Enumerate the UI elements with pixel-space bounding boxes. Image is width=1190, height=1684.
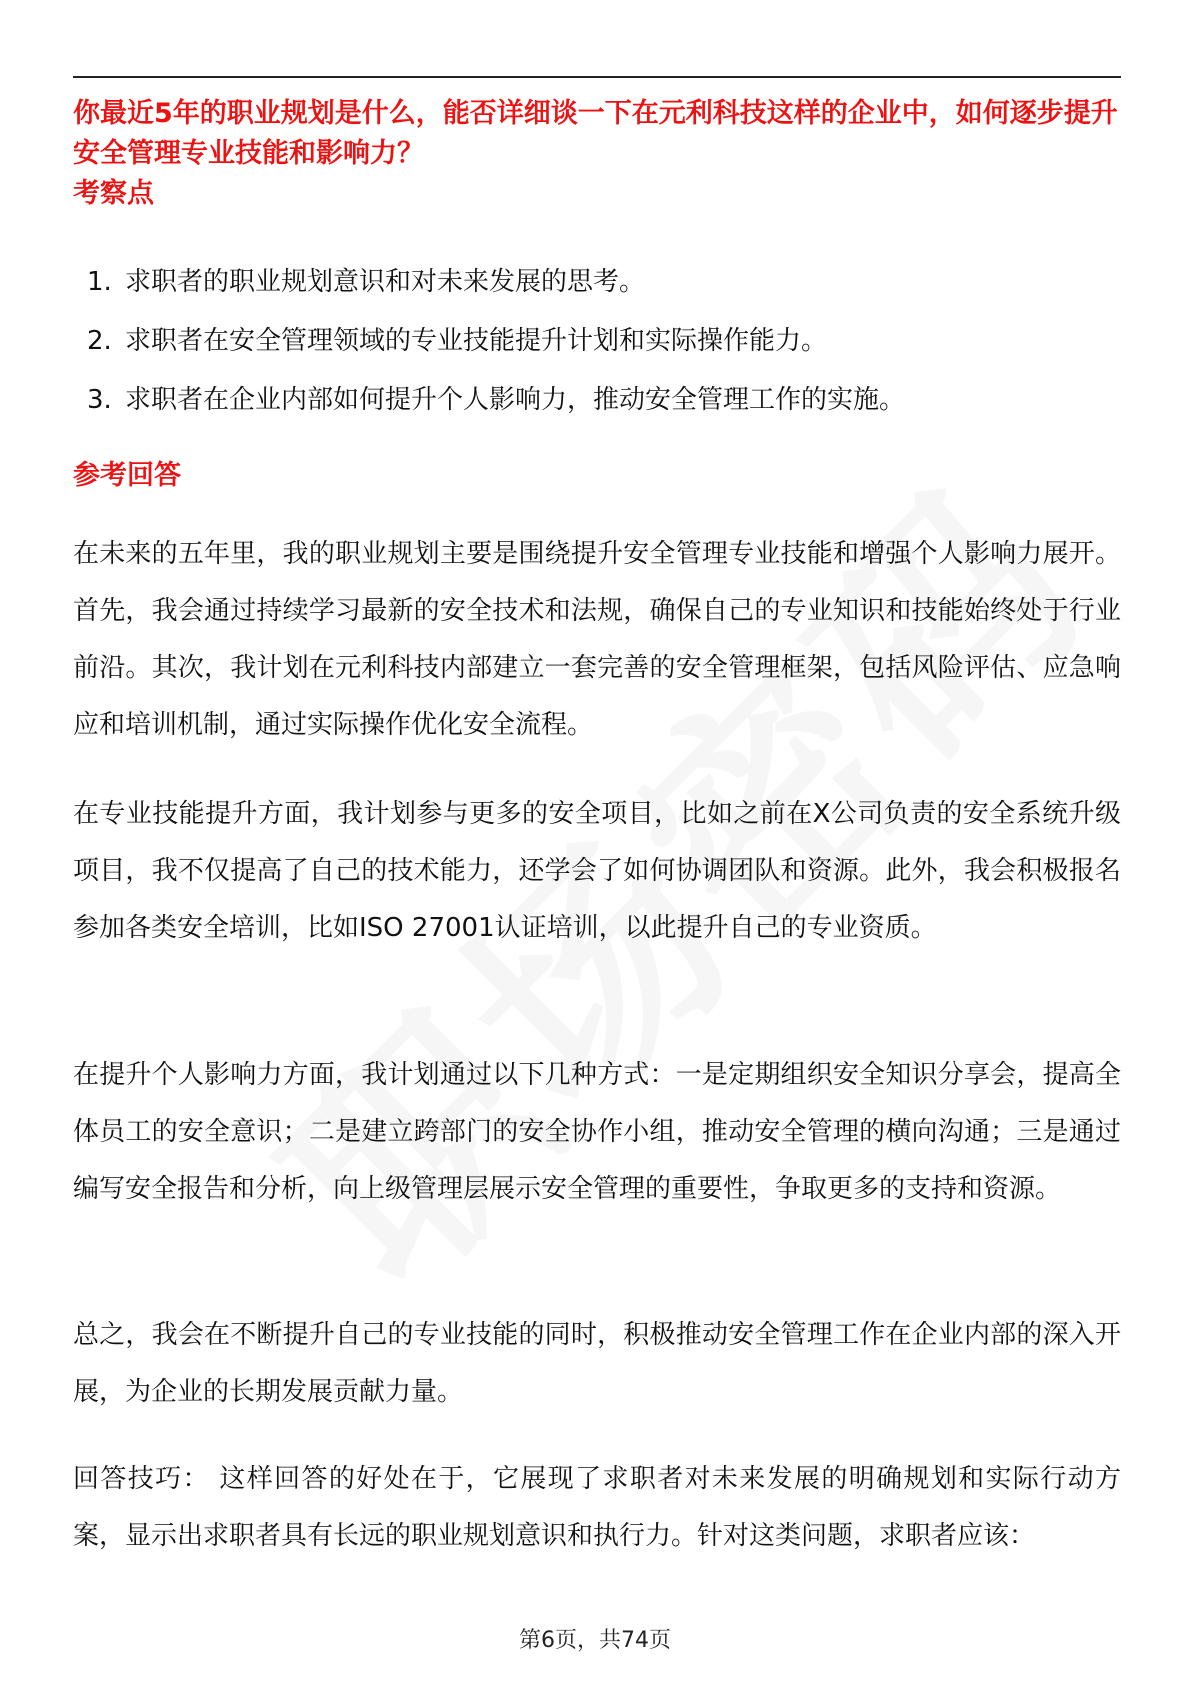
list-item-text: 求职者在安全管理领域的专业技能提升计划和实际操作能力。 [125,326,828,356]
answer-paragraph: 在专业技能提升方面，我计划参与更多的安全项目，比如之前在X公司负责的安全系统升级项目，我不仅提高了自己的技术能力，还学会了如何协调团队和资源。此外，我会积极报名参加各类安全培训，比如ISO 27001认证培训，以此提升自己的专业资质。 [73,799,1121,943]
question-title: 你最近5年的职业规划是什么，能否详细谈一下在元利科技这样的企业中，如何逐步提升安全管理专业技能和影响力？ [73,98,1118,169]
list-item [73,323,1121,359]
answer-paragraph: 在未来的五年里，我的职业规划主要是围绕提升安全管理专业技能和增强个人影响力展开。首先，我会通过持续学习最新的安全技术和法规，确保自己的专业知识和技能始终处于行业前沿。其次，我计划在元利科技内部建立一套完善的安全管理框架，包括风险评估、应急响应和培训机制，通过实际操作优化安全流程。 [73,539,1121,740]
points-list [73,264,1121,441]
answer-paragraph: 总之，我会在不断提升自己的专业技能的同时，积极推动安全管理工作在企业内部的深入开展，为企业的长期发展贡献力量。 [73,1320,1121,1407]
answer-paragraph: 在提升个人影响力方面，我计划通过以下几种方式：一是定期组织安全知识分享会，提高全体员工的安全意识；二是建立跨部门的安全协作小组，推动安全管理的横向沟通；三是通过编写安全报告和分析，向上级管理层展示安全管理的重要性，争取更多的支持和资源。 [73,1060,1121,1204]
list-item [73,264,1121,300]
answer-tip-paragraph: 回答技巧： 这样回答的好处在于，它展现了求职者对未来发展的明确规划和实际行动方案，显示出求职者具有长远的职业规划意识和执行力。针对这类问题，求职者应该： [73,1464,1121,1551]
page-number-footer: 第6页，共74页 [519,1628,671,1653]
list-item-number: 1. [87,267,112,297]
list-item-number: 2. [87,326,112,356]
list-item [73,382,1121,418]
top-divider [73,76,1121,78]
list-item-text: 求职者在企业内部如何提升个人影响力，推动安全管理工作的实施。 [125,385,906,415]
points-heading: 考察点 [73,178,154,209]
list-item-text: 求职者的职业规划意识和对未来发展的思考。 [125,267,646,297]
answer-heading: 参考回答 [73,460,181,491]
list-item-number: 3. [87,385,112,415]
